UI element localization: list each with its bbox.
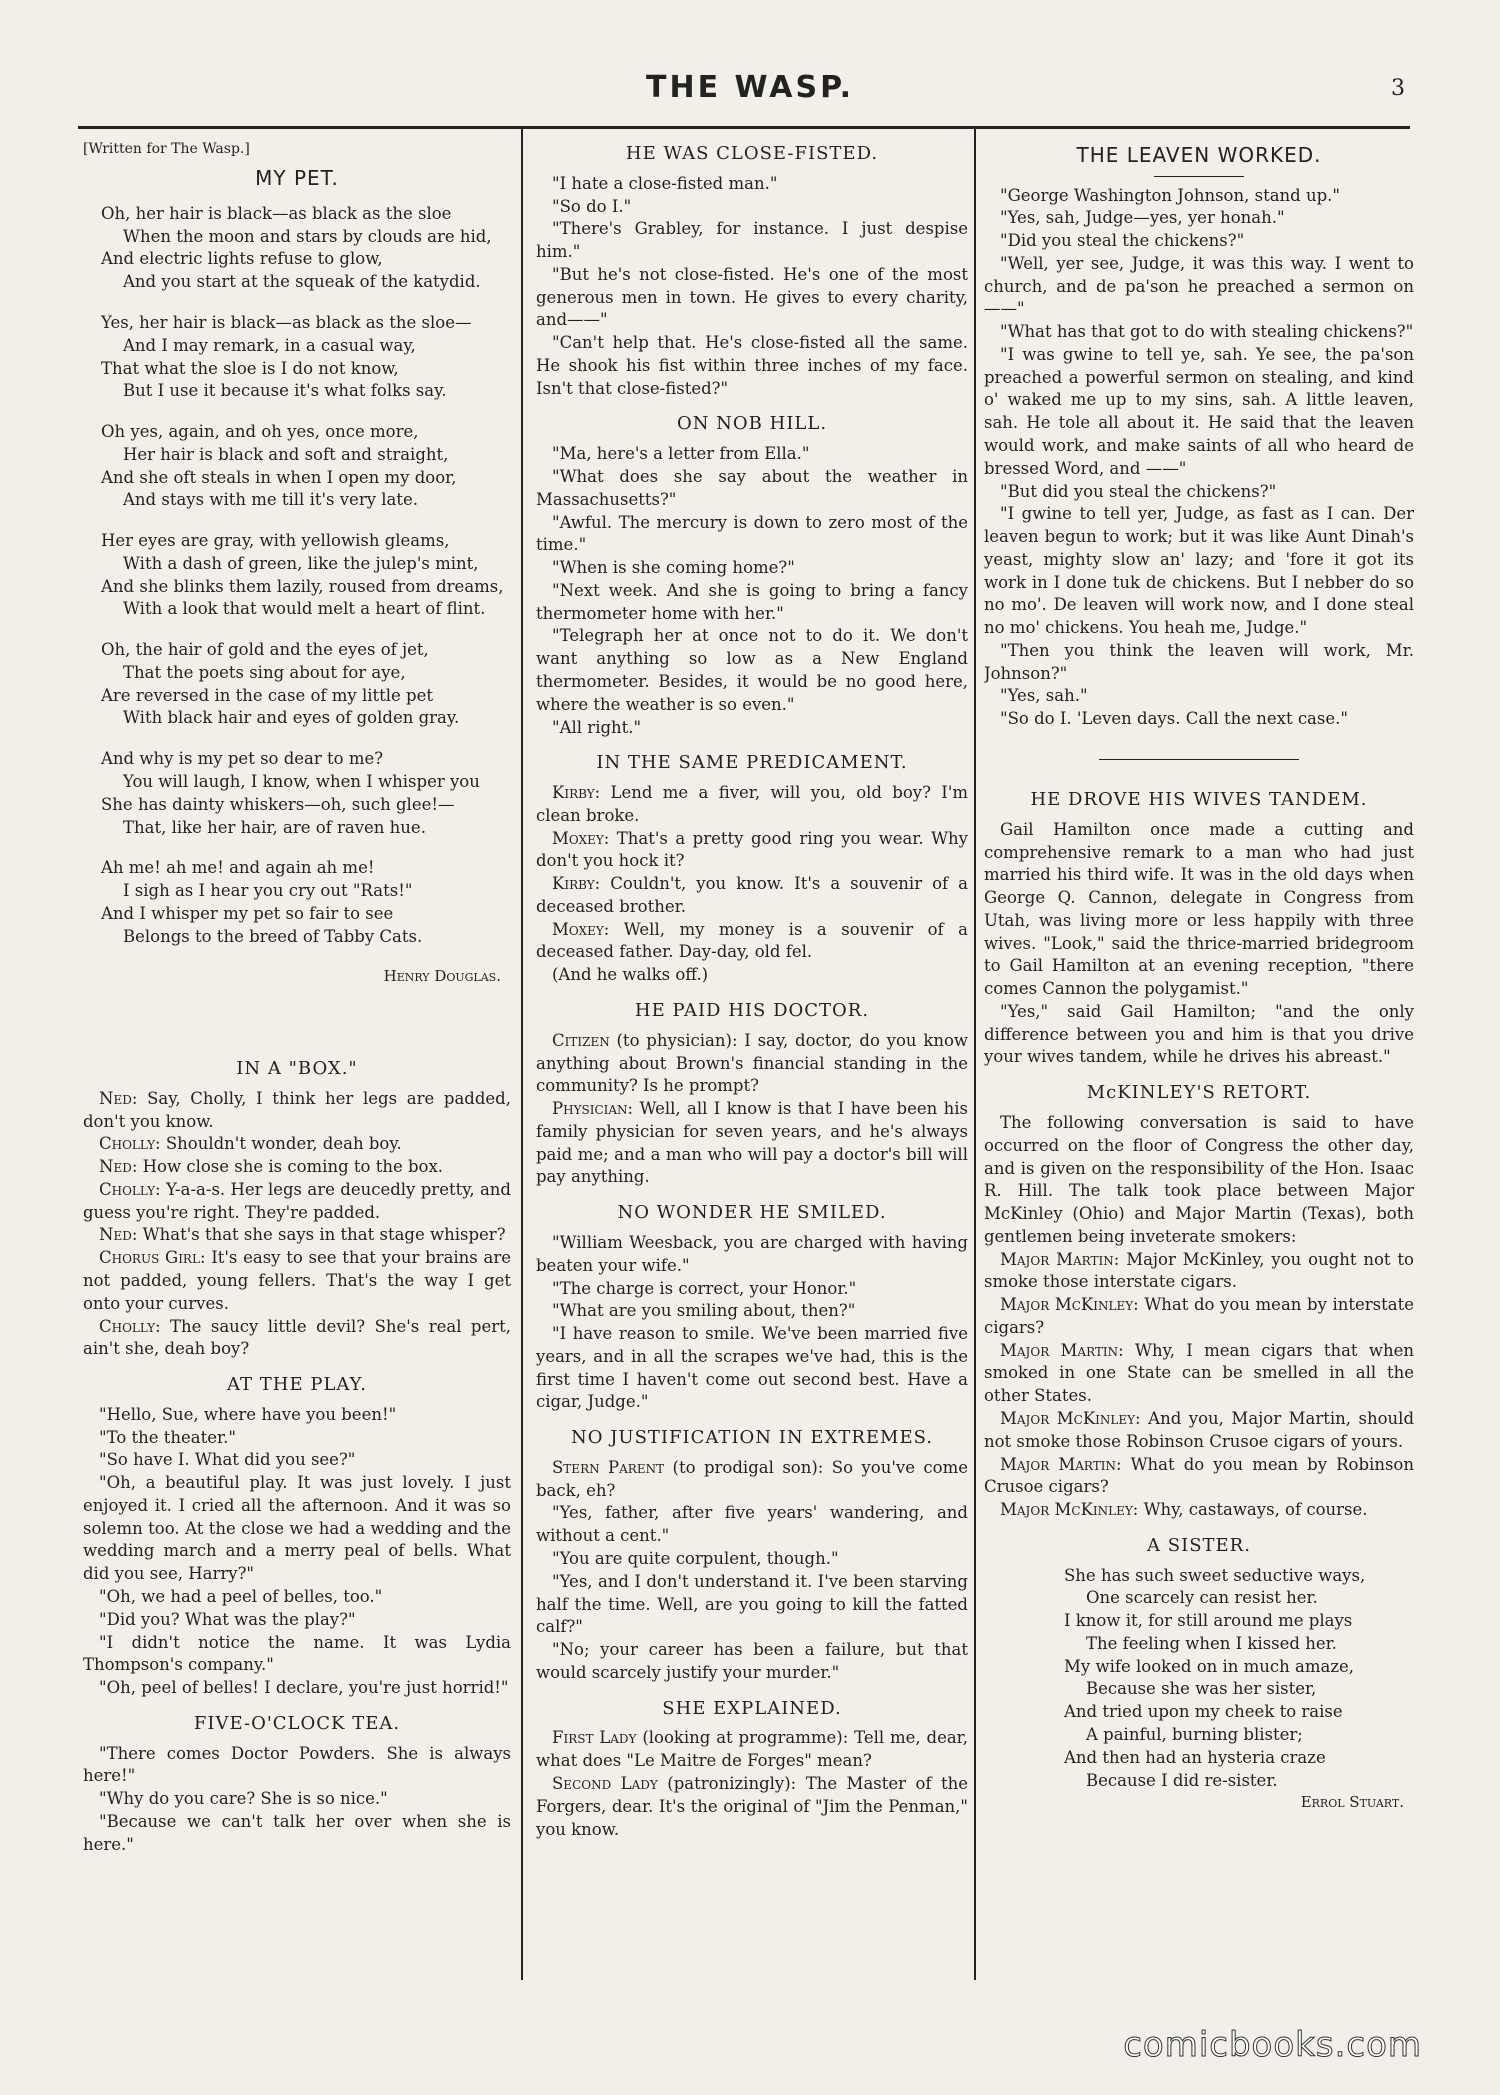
column-1 — [83, 130, 511, 1980]
speaker-name: Ned: — [99, 1157, 138, 1177]
article-body — [984, 819, 1414, 1069]
article-body — [536, 1457, 968, 1685]
dialogue-line — [536, 1548, 968, 1571]
article-body — [536, 1727, 968, 1841]
dialogue-text: "No; your career has been a failure, but that would scarcely justify your murder." — [536, 1640, 968, 1682]
paragraph: "There comes Doctor Powders. She is always here!" — [83, 1743, 511, 1786]
paragraph: "George Washington Johnson, stand up." — [1000, 185, 1340, 205]
poem-line: I know it, for still around me plays — [1064, 1611, 1353, 1631]
paragraph: "Why do you care? She is so nice." — [99, 1789, 388, 1809]
poem-line: Oh yes, again, and oh yes, once more, — [101, 422, 419, 442]
poem-line: A painful, burning blister; — [1086, 1725, 1303, 1745]
article-body — [984, 185, 1414, 731]
speaker-name: Major Martin: — [1000, 1454, 1122, 1474]
dialogue-text: How close she is coming to the box. — [142, 1157, 444, 1177]
article-title: SHE EXPLAINED. — [662, 1697, 842, 1719]
poem-line: I sigh as I hear you cry out "Rats!" — [123, 881, 413, 901]
dialogue-line — [984, 1408, 1414, 1454]
poem-line: Ah me! ah me! and again ah me! — [101, 858, 375, 878]
dialogue-text: Say, Cholly, I think her legs are padded, don't you know. — [83, 1088, 511, 1131]
article-body — [83, 1404, 511, 1700]
poem-line: Because she was her sister, — [1086, 1679, 1317, 1699]
article-body — [984, 1249, 1414, 1522]
article-title: IN THE SAME PREDICAMENT. — [596, 752, 908, 774]
dialogue-line — [83, 1179, 511, 1225]
dialogue-text: (looking at programme): Tell me, dear, what does "Le Maitre de Forges" mean? — [536, 1728, 968, 1771]
speaker-name: Cholly: — [99, 1134, 161, 1154]
paragraph: "I have reason to smile. We've been married five years, and in all the scrapes we've had, this is the first time I haven't come out second best. Have a cigar, Judge." — [536, 1324, 968, 1412]
article-body — [83, 1088, 511, 1361]
article-title: IN A "BOX." — [236, 1058, 358, 1080]
poem-stanza — [101, 203, 511, 294]
article-title: ON NOB HILL. — [676, 413, 828, 435]
poem-stanza — [101, 639, 511, 730]
speaker-name: Citizen — [552, 1030, 610, 1050]
dialogue-text: Couldn't, you know. It's a souvenir of a deceased brother. — [536, 874, 968, 916]
article-body — [536, 173, 968, 401]
dialogue-line — [536, 1639, 968, 1685]
dialogue-text: "Yes, and I don't understand it. I've been starving half the time. Well, are you going to kill the fatted calf?" — [536, 1571, 968, 1637]
speaker-name: Major McKinley: — [1000, 1409, 1141, 1428]
poem-line: With a look that would melt a heart of flint. — [123, 599, 486, 619]
poem-line: And you start at the squeak of the katydid. — [123, 272, 481, 292]
poem-line: And stays with me till it's very late. — [123, 490, 419, 510]
poem-line: When the moon and stars by clouds are hid, — [123, 226, 492, 246]
paragraph: "Hello, Sue, where have you been!" — [99, 1404, 397, 1424]
dialogue-line — [984, 1249, 1414, 1295]
poem-line: She has such sweet seductive ways, — [1064, 1565, 1366, 1585]
dialogue-text: Well, all I know is that I have been his family physician for seven years, and he's always paid me; and a man who will pay a doctor's bill will pay anything. — [536, 1099, 968, 1187]
dialogue-line — [83, 1133, 511, 1156]
dialogue-text: What do you mean by interstate cigars? — [984, 1295, 1414, 1337]
paragraph: "So do I." — [552, 196, 632, 216]
article-title: NO JUSTIFICATION IN EXTREMES. — [570, 1427, 933, 1449]
poem-line: And why is my pet so dear to me? — [101, 749, 384, 769]
speaker-name: Moxey: — [552, 919, 610, 939]
poem-a-sister — [1064, 1565, 1414, 1793]
masthead-title: THE WASP. — [646, 70, 854, 105]
speaker-name: Kirby: — [552, 783, 601, 803]
poem-line: That what the sloe is I do not know, — [101, 358, 399, 378]
dialogue-line — [536, 1098, 968, 1189]
dialogue-text: Well, my money is a souvenir of a deceased father. Day-day, old fel. — [536, 919, 968, 962]
paragraph: "Yes, sah." — [1000, 686, 1088, 706]
poem-stanza — [101, 421, 511, 512]
poem-line: And electric lights refuse to glow, — [101, 249, 383, 269]
speaker-name: Cholly: — [99, 1179, 161, 1199]
dialogue-text: Major McKinley, you ought not to smoke those interstate cigars. — [984, 1249, 1414, 1292]
article-title: THE LEAVEN WORKED. — [1076, 143, 1322, 167]
dialogue-text: (to prodigal son): So you've come back, eh? — [536, 1457, 968, 1500]
dialogue-line — [536, 1457, 968, 1503]
author-signature: Henry Douglas. — [383, 967, 501, 986]
dialogue-line — [83, 1224, 511, 1247]
dialogue-line — [536, 1773, 968, 1841]
paragraph: "Yes," said Gail Hamilton; "and the only difference between you and him is that you drive your wives tandem, while he drives his abreast." — [984, 1001, 1414, 1067]
paragraph: "I was gwine to tell ye, sah. Ye see, the pa'son preached a powerful sermon on stealing, and kind o' waked me up to my sins, sah. A little leaven, sah. He tole all about it. He said that the leaven would work, and make saints of all who heard de bressed Word, and ——" — [984, 344, 1414, 478]
speaker-name: Moxey: — [552, 828, 610, 848]
poem-stanza — [101, 530, 511, 621]
speaker-name: Major McKinley: — [1000, 1295, 1139, 1315]
dialogue-line — [536, 1571, 968, 1639]
paragraph: "To the theater." — [99, 1427, 236, 1447]
article-title: McKINLEY'S RETORT. — [1086, 1082, 1312, 1104]
dialogue-text: Y-a-a-s. Her legs are deucedly pretty, and guess you're right. They're padded. — [83, 1179, 511, 1222]
poem-line: The feeling when I kissed her. — [1086, 1633, 1337, 1653]
poem-line: And she blinks them lazily, roused from dreams, — [101, 576, 504, 596]
paragraph: "What are you smiling about, then?" — [552, 1301, 856, 1321]
dialogue-text: What do you mean by Robinson Crusoe cigars? — [984, 1454, 1414, 1497]
dialogue-text: "You are quite corpulent, though." — [552, 1549, 839, 1569]
speaker-name: Major Martin: — [1000, 1340, 1124, 1360]
paragraph: "William Weesback, you are charged with having beaten your wife." — [536, 1233, 968, 1275]
dialogue-text: Why, I mean cigars that when smoked in one State can be smelled in all the other States. — [984, 1340, 1414, 1406]
article-body — [536, 782, 968, 987]
paragraph: "So have I. What did you see?" — [99, 1450, 356, 1470]
dialogue-text: What's that she says in that stage whisper? — [142, 1225, 506, 1245]
poem-line: That, like her hair, are of raven hue. — [123, 817, 426, 837]
dialogue-line — [536, 873, 968, 919]
dialogue-line — [536, 1502, 968, 1548]
poem-line: Oh, her hair is black—as black as the sloe — [101, 203, 452, 223]
paragraph: "Well, yer see, Judge, it was this way. I went to church, and de pa'son he preached a sermon on——" — [984, 253, 1414, 319]
poem-line: My wife looked on in much amaze, — [1064, 1656, 1355, 1676]
paragraph: Gail Hamilton once made a cutting and comprehensive remark to a man who had just married his third wife. It was in the old days when George Q. Cannon, delegate in Congress from Utah, was living more or less happily with three wives. "Look," said the thrice-married bridegroom to Gail Hamilton at an evening reception, "there comes Cannon the polygamist." — [984, 819, 1414, 999]
speaker-name: Second Lady — [552, 1773, 658, 1793]
dialogue-text: The saucy little devil? She's real pert, ain't she, deah boy? — [83, 1316, 511, 1359]
title-rule — [1154, 176, 1244, 177]
paragraph: "When is she coming home?" — [552, 558, 795, 578]
dialogue-line — [536, 782, 968, 828]
poem-stanza — [101, 857, 511, 948]
dialogue-text: Lend me a fiver, will you, old boy? I'm clean broke. — [536, 783, 968, 825]
paragraph: "Because we can't talk her over when she is here." — [83, 1811, 511, 1854]
paragraph: "I gwine to tell yer, Judge, as fast as I can. Der leaven begun to work; but it was like Aunt Dinah's yeast, mighty slow an' lazy; and 'fore it got its work in I done tuk de chickens. But I nebber do so no mo'. De leaven will work now, and I done steal no mo' chickens. You heah me, Judge." — [984, 504, 1414, 638]
paragraph: "I didn't notice the name. It was Lydia Thompson's company." — [83, 1632, 511, 1675]
poem-line: Yes, her hair is black—as black as the sloe— — [101, 312, 472, 332]
article-title: HE WAS CLOSE-FISTED. — [625, 143, 879, 164]
paragraph: "Then you think the leaven will work, Mr. Johnson?" — [984, 640, 1414, 683]
paragraph: "Did you? What was the play?" — [99, 1609, 356, 1629]
dialogue-text: Why, castaways, of course. — [1143, 1500, 1368, 1520]
dialogue-text: It's easy to see that your brains are not padded, young fellers. That's the way I get onto your curves. — [83, 1248, 511, 1313]
poem-line: And tried upon my cheek to raise — [1064, 1702, 1343, 1722]
article-title: HE PAID HIS DOCTOR. — [634, 999, 870, 1021]
poem-line: One scarcely can resist her. — [1086, 1588, 1318, 1608]
column-rule-2 — [974, 128, 976, 1980]
page-number: 3 — [1391, 76, 1405, 101]
paragraph: "I hate a close-fisted man." — [552, 173, 778, 193]
paragraph: "Did you steal the chickens?" — [1000, 231, 1245, 251]
paragraph: "But he's not close-fisted. He's one of the most generous men in town. He gives to every charity, and——" — [536, 264, 968, 330]
dialogue-line — [83, 1156, 511, 1179]
paragraph: "There's Grabley, for instance. I just despise him." — [536, 219, 968, 262]
speaker-name: Chorus Girl: — [99, 1248, 206, 1268]
dialogue-text: That's a pretty good ring you wear. Why don't you hock it? — [536, 828, 968, 871]
poem-stanza — [101, 748, 511, 839]
paragraph: "Oh, peel of belles! I declare, you're just horrid!" — [99, 1678, 509, 1698]
dialogue-line — [536, 1727, 968, 1773]
speaker-name: Ned: — [99, 1225, 138, 1245]
speaker-name: Physician: — [552, 1099, 634, 1119]
article-body — [536, 1232, 968, 1414]
poem-line: Belongs to the breed of Tabby Cats. — [123, 926, 423, 946]
dialogue-line — [984, 1454, 1414, 1500]
dialogue-text: Shouldn't wonder, deah boy. — [165, 1134, 402, 1154]
article-title: AT THE PLAY. — [227, 1374, 367, 1396]
poem-line: Her hair is black and soft and straight, — [123, 444, 449, 464]
article-title: HE DROVE HIS WIVES TANDEM. — [1030, 788, 1368, 810]
paragraph: "What has that got to do with stealing chickens?" — [1000, 322, 1414, 342]
poem-line: With black hair and eyes of golden gray. — [123, 708, 460, 728]
dialogue-text: "Yes, father, after five years' wandering, and without a cent." — [536, 1503, 968, 1546]
paragraph: "The charge is correct, your Honor." — [552, 1278, 857, 1298]
paragraph: "Oh, a beautiful play. It was just lovely. I just enjoyed it. I cried all the afternoon. And it was so solemn too. At the close we had a wedding and the wedding march and a merry peal of bells. What did you see, Harry?" — [83, 1473, 511, 1584]
poem-line: And then had an hysteria craze — [1064, 1747, 1326, 1767]
speaker-name: Cholly: — [99, 1316, 161, 1336]
speaker-name: Major McKinley: — [1000, 1500, 1139, 1520]
watermark-logo: comicbooks.com — [1123, 2025, 1422, 2065]
dialogue-text: (to physician): I say, doctor, do you know anything about Brown's financial standing in the community? Is he prompt? — [536, 1030, 968, 1096]
speaker-name: First Lady — [552, 1728, 637, 1748]
article-body — [83, 1743, 511, 1857]
dialogue-line — [83, 1316, 511, 1362]
paragraph: "All right." — [552, 717, 642, 737]
dialogue-line — [984, 1499, 1414, 1522]
column-2 — [536, 130, 968, 1980]
poem-stanza — [101, 312, 511, 403]
paragraph: "Next week. And she is going to bring a fancy thermometer home with her." — [536, 580, 968, 623]
article-body — [536, 1030, 968, 1189]
article-title: A SISTER. — [1147, 1534, 1251, 1556]
poem-line: She has dainty whiskers—oh, such glee!— — [101, 794, 455, 814]
paragraph: "Oh, we had a peel of belles, too." — [99, 1587, 383, 1606]
dialogue-line — [536, 1030, 968, 1098]
poem-line: And I may remark, in a casual way, — [123, 335, 416, 355]
poem-line: That the poets sing about for aye, — [123, 662, 406, 682]
dialogue-line — [536, 828, 968, 874]
poem-line: But I use it because it's what folks say. — [123, 381, 447, 401]
paragraph: "Ma, here's a letter from Ella." — [552, 444, 810, 464]
speaker-name: Major Martin: — [1000, 1249, 1120, 1269]
poem-line: Are reversed in the case of my little pet — [101, 685, 434, 705]
article-intro: The following conversation is said to have occurred on the floor of Congress the other day, and is given on the responsibility of the Hon. Isaac R. Hill. The talk took place between Major McKinley (Ohio) and Major Martin (Texas), both gentlemen being inveterate smokers: — [984, 1113, 1414, 1246]
paragraph: "But did you steal the chickens?" — [1000, 481, 1277, 501]
article-title: NO WONDER HE SMILED. — [617, 1202, 887, 1224]
paragraph: "So do I. 'Leven days. Call the next case." — [1000, 709, 1348, 729]
section-divider — [1099, 759, 1299, 760]
dialogue-line — [83, 1247, 511, 1315]
written-for-tag: [Written for The Wasp.] — [83, 141, 250, 157]
dialogue-line — [83, 1088, 511, 1134]
dialogue-line — [536, 919, 968, 965]
poem-my-pet — [101, 203, 511, 948]
poem-line: Her eyes are gray, with yellowish gleams, — [101, 531, 450, 551]
paragraph: "Awful. The mercury is down to zero most of the time." — [536, 512, 968, 555]
poem-line: Oh, the hair of gold and the eyes of jet, — [101, 640, 429, 660]
poem-line: With a dash of green, like the julep's mint, — [123, 553, 479, 573]
poem-line: Because I did re-sister. — [1086, 1770, 1278, 1790]
column-rule-1 — [521, 128, 523, 1980]
paragraph: "Can't help that. He's close-fisted all the same. He shook his fist within three inches of my face. Isn't that close-fisted?" — [536, 333, 968, 398]
dialogue-text: And you, Major Martin, should not smoke those Robinson Crusoe cigars of yours. — [984, 1409, 1414, 1451]
poem-line: And she oft steals in when I open my door, — [101, 467, 457, 487]
paragraph: "What does she say about the weather in Massachusetts?" — [536, 467, 968, 509]
article-body — [536, 443, 968, 739]
dialogue-line — [536, 964, 968, 987]
paragraph: "Telegraph her at once not to do it. We don't want anything so low as a New England thermometer. Besides, it would be no good here, where the weather is so even." — [536, 626, 968, 714]
dialogue-line — [984, 1340, 1414, 1408]
dialogue-line — [984, 1294, 1414, 1340]
speaker-name: Kirby: — [552, 874, 601, 894]
column-3 — [984, 130, 1414, 1980]
dialogue-text: (patronizingly): The Master of the Forgers, dear. It's the original of "Jim the Penman," you know. — [536, 1773, 968, 1839]
article-title: MY PET. — [255, 166, 339, 191]
speaker-name: Ned: — [99, 1088, 138, 1108]
paragraph: "Yes, sah, Judge—yes, yer honah." — [1000, 208, 1285, 228]
speaker-name: Stern Parent — [552, 1457, 665, 1477]
poem-line: And I whisper my pet so fair to see — [101, 903, 394, 923]
article-title: FIVE-O'CLOCK TEA. — [193, 1712, 401, 1734]
header-rule — [78, 126, 1410, 129]
author-signature: Errol Stuart. — [1300, 1793, 1404, 1812]
poem-line: You will laugh, I know, when I whisper you — [123, 771, 480, 791]
dialogue-text: (And he walks off.) — [552, 965, 709, 985]
